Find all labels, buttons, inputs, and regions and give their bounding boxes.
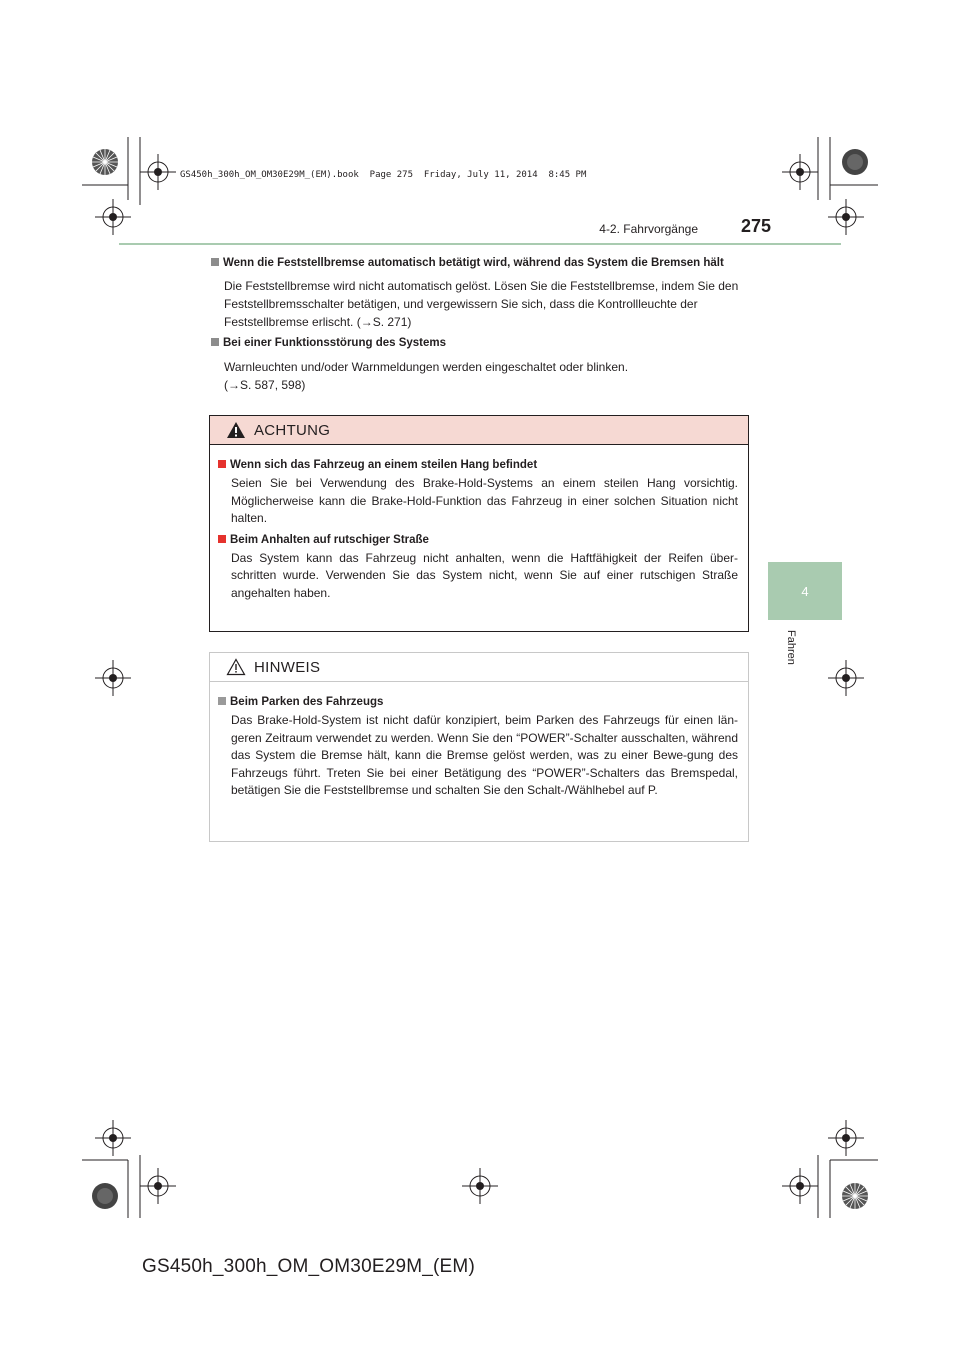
warning-item-body: Das System kann das Fahrzeug nicht anhalten, wenn die Haftfähigkeit der Reifen über-schritten wurde. Verwenden Sie das System nicht, wenn Sie auf einer rutschigen Straße angehalten haben. — [231, 550, 738, 600]
notice-item-body: Das Brake-Hold-System ist nicht dafür konzipiert, beim Parken des Fahrzeugs für einen län-geren Zeitraum verwendet zu werden. Wenn Sie den “POWER”-Schalter ausschalten, während das System die Bremse hält, kann die Bremse gelöst werden, was zu einer Bewe-gung des Fahrzeugs führt. Treten Sie bei einer Betätigung des “POWER”-Schalters das Bremspedal, betätigen Sie die Feststellbremse und schalten Sie den Schalt-/Wählhebel auf P. — [231, 713, 738, 797]
square-bullet-icon — [218, 460, 226, 468]
warning-box — [209, 415, 749, 632]
notice-box-header — [210, 653, 748, 682]
square-bullet-icon — [218, 697, 226, 705]
item-heading: Bei einer Funktionsstörung des Systems — [211, 337, 446, 349]
page-reference-link[interactable]: (→S. 587, 598) — [224, 378, 306, 392]
item-body — [224, 358, 748, 394]
notice-box-title: HINWEIS — [254, 658, 321, 676]
square-bullet-icon — [211, 258, 219, 266]
warning-triangle-icon — [226, 421, 246, 439]
square-bullet-icon — [211, 338, 219, 346]
chapter-label-text: Fahren — [785, 630, 797, 665]
notice-box — [209, 652, 749, 842]
warning-item-heading: Beim Anhalten auf rutschiger Straße — [218, 534, 738, 546]
page-number: 275 — [741, 216, 772, 236]
document-code: GS450h_300h_OM_OM30E29M_(EM) — [142, 1256, 475, 1277]
print-info: GS450h_300h_OM_OM30E29M_(EM).book Page 275 Friday, July 11, 2014 8:45 PM — [180, 170, 587, 180]
item-body-line: Warnleuchten und/oder Warnmeldungen werden eingeschaltet oder blinken. — [224, 360, 629, 374]
chapter-number: 4 — [801, 583, 809, 599]
notice-item-heading: Beim Parken des Fahrzeugs — [218, 696, 738, 708]
warning-item-heading: Wenn sich das Fahrzeug an einem steilen Hang befindet — [218, 459, 738, 471]
square-bullet-icon — [218, 535, 226, 543]
warning-item-body: Seien Sie bei Verwendung des Brake-Hold-Systems an einem steilen Hang vorsichtig. Möglicherweise kann die Brake-Hold-Funktion das Fahrzeug in einer solchen Situation nicht halten. — [231, 476, 738, 525]
warning-box-content — [210, 445, 748, 602]
item-heading: Wenn die Feststellbremse automatisch betätigt wird, während das System die Bremsen hält — [211, 257, 724, 269]
chapter-label — [781, 630, 803, 690]
notice-triangle-icon — [226, 658, 246, 676]
section-title: 4-2. Fahrvorgänge — [599, 222, 698, 236]
item-body: Die Feststellbremse wird nicht automatisch gelöst. Lösen Sie die Feststellbremse, indem Sie den Feststellbremsschalter betätigen, und vergewissern Sie sich, dass die Kontrollleuchte der Feststellbremse erlischt. (→S. 271) — [224, 279, 739, 329]
header-rule — [119, 243, 841, 245]
notice-box-content — [210, 682, 748, 800]
chapter-tab[interactable] — [768, 562, 842, 620]
warning-box-title: ACHTUNG — [254, 421, 331, 439]
warning-box-header — [210, 416, 748, 445]
